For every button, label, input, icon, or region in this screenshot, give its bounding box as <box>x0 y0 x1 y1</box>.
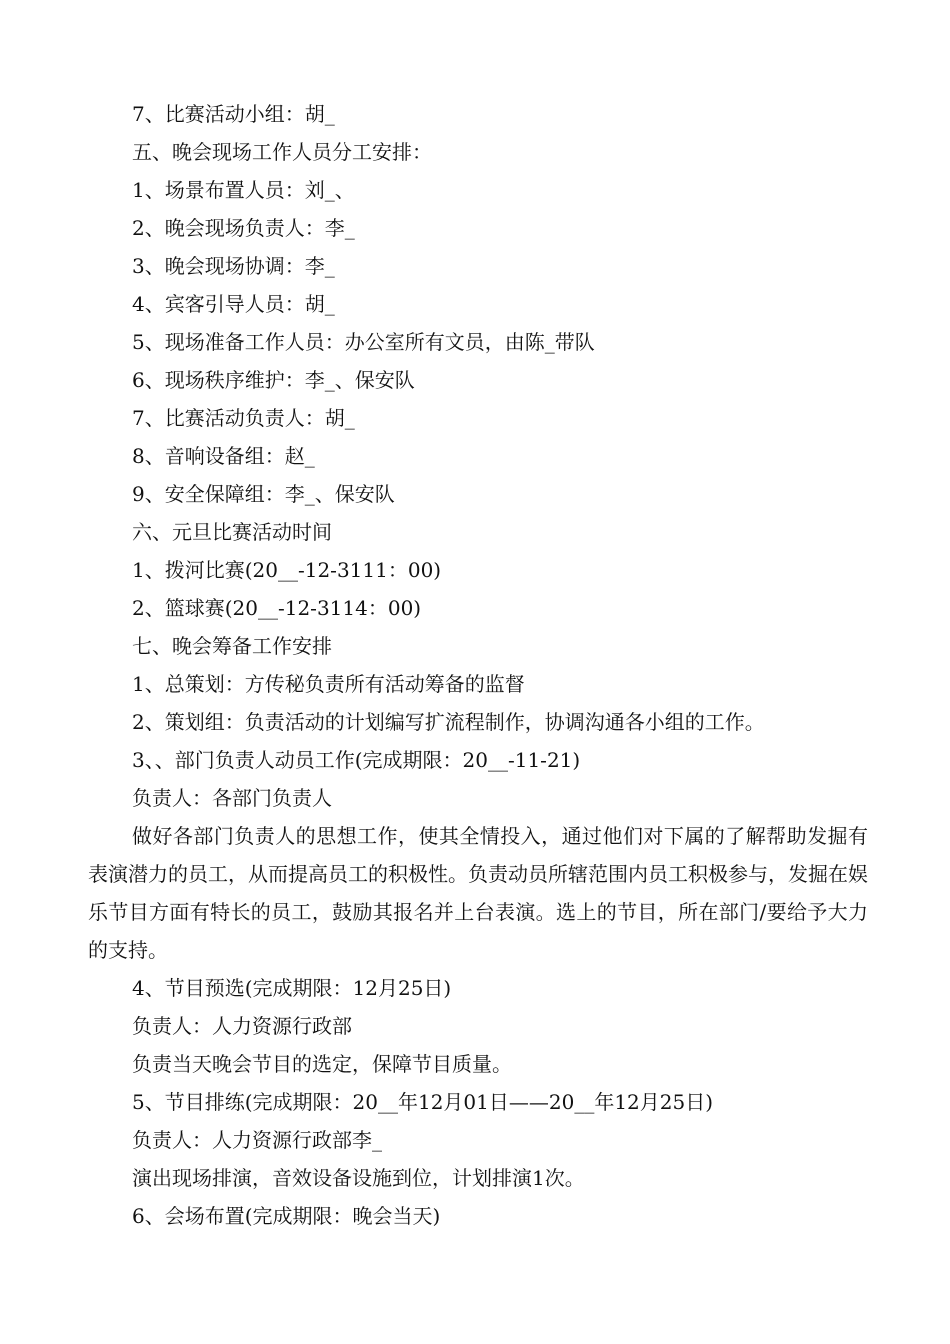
text-line: 1、场景布置人员：刘_、 <box>132 178 355 202</box>
text-line: 3、、部门负责人动员工作(完成期限：20__-11-21) <box>132 748 581 772</box>
text-line: 2、策划组：负责活动的计划编写扩流程制作，协调沟通各小组的工作。 <box>132 710 765 734</box>
text-line: 6、现场秩序维护：李_、保安队 <box>132 368 415 392</box>
text-line: 7、比赛活动负责人：胡_ <box>132 406 355 430</box>
text-line: 4、节目预选(完成期限：12月25日) <box>132 976 452 1000</box>
text-line: 2、晚会现场负责人：李_ <box>132 216 355 240</box>
body-paragraph: 做好各部门负责人的思想工作，使其全情投入，通过他们对下属的了解帮助发掘有表演潜力的员工，从而提高员工的积极性。负责动员所辖范围内员工积极参与，发掘在娱乐节目方面有特长的员工，鼓励其报名并上台表演。选上的节目，所在部门/要给予大力的支持。 <box>88 824 868 962</box>
section-heading: 五、晚会现场工作人员分工安排： <box>132 140 432 164</box>
text-line: 2、篮球赛(20__-12-3114：00) <box>132 596 422 620</box>
text-line: 负责人：人力资源行政部李_ <box>132 1128 382 1152</box>
text-line: 5、节目排练(完成期限：20__年12月01日——20__年12月25日) <box>132 1090 714 1114</box>
text-line: 演出现场排演，音效设备设施到位，计划排演1次。 <box>132 1166 585 1190</box>
section-heading: 七、晚会筹备工作安排 <box>132 634 332 658</box>
text-line: 1、拨河比赛(20__-12-3111：00) <box>132 558 442 582</box>
text-line: 5、现场准备工作人员：办公室所有文员，由陈_带队 <box>132 330 595 354</box>
text-line: 9、安全保障组：李_、保安队 <box>132 482 395 506</box>
section-heading: 六、元旦比赛活动时间 <box>132 520 332 544</box>
text-line: 负责人：各部门负责人 <box>132 786 332 810</box>
text-line: 8、音响设备组：赵_ <box>132 444 315 468</box>
text-line: 7、比赛活动小组：胡_ <box>132 102 335 126</box>
document-body <box>88 95 868 1235</box>
text-line: 负责人：人力资源行政部 <box>132 1014 352 1038</box>
text-line: 3、晚会现场协调：李_ <box>132 254 335 278</box>
text-line: 4、宾客引导人员：胡_ <box>132 292 335 316</box>
text-line: 负责当天晚会节目的选定，保障节目质量。 <box>132 1052 512 1076</box>
text-line: 1、总策划：方传秘负责所有活动筹备的监督 <box>132 672 525 696</box>
text-line: 6、会场布置(完成期限：晚会当天) <box>132 1204 441 1228</box>
